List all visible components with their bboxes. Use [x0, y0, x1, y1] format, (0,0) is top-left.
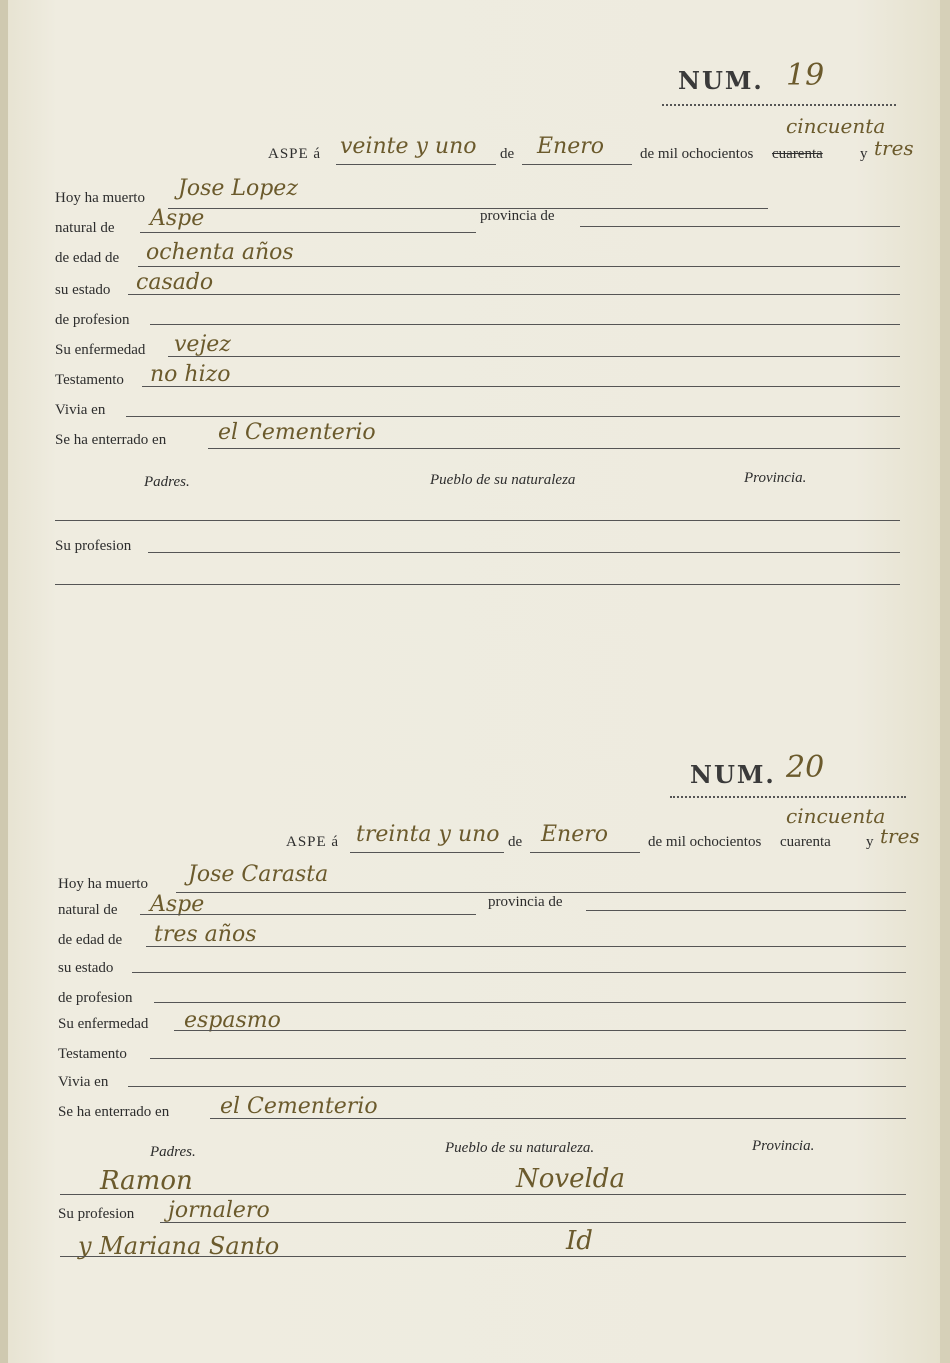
place-label: ASPE á: [268, 146, 322, 162]
parents-rule-1: [55, 520, 900, 521]
pueblo-label: Pueblo de su naturaleza: [430, 472, 576, 488]
profesion-label: Su profesion: [55, 538, 132, 554]
field-rule-lived-2: [128, 1086, 906, 1087]
field-rule-age-2: [146, 946, 906, 947]
field-rule-deceased: [168, 208, 768, 209]
num-label-2: NUM.: [690, 760, 776, 789]
field-value-illness: vejez: [174, 332, 231, 357]
field-label-natural: natural de: [55, 220, 115, 236]
field-label-age: de edad de: [55, 250, 120, 266]
field-value-illness-2: espasmo: [184, 1008, 281, 1033]
year-prefix: de mil ochocientos: [640, 146, 754, 162]
provincia-rule-2: [586, 910, 906, 911]
mother-name: y Mariana Santo: [78, 1232, 280, 1260]
provincia-label: provincia de: [480, 208, 555, 224]
provincia-rule: [580, 226, 900, 227]
parents-label-2: Padres.: [150, 1144, 196, 1160]
profesion-label-2: Su profesion: [58, 1206, 135, 1222]
field-rule-testament: [142, 386, 900, 387]
parents-rule-3-2: [60, 1256, 906, 1257]
father-name: Ramon: [100, 1166, 193, 1196]
page-edge-left: [0, 0, 8, 1363]
bleed-through: [640, 150, 645, 522]
field-label-lived: Vivia en: [55, 402, 106, 418]
field-rule-testament-2: [150, 1058, 906, 1059]
year-y: y: [860, 146, 868, 162]
field-label-testament: Testamento: [55, 372, 124, 388]
field-value-testament: no hizo: [150, 362, 231, 387]
month-value: Enero: [537, 134, 605, 159]
field-value-buried: el Cementerio: [218, 420, 376, 445]
year-unit-2: tres: [880, 824, 920, 848]
day-rule: [336, 164, 496, 165]
num-value: 19: [786, 58, 825, 93]
year-unit: tres: [874, 136, 914, 160]
field-value-age: ochenta años: [146, 240, 294, 265]
parents-rule-2: [148, 552, 900, 553]
field-rule-deceased-2: [176, 892, 906, 893]
field-label-illness: Su enfermedad: [55, 342, 146, 358]
field-value-buried-2: el Cementerio: [220, 1094, 378, 1119]
field-label-buried-2: Se ha enterrado en: [58, 1104, 170, 1120]
num-underline: [662, 104, 896, 106]
field-label-illness-2: Su enfermedad: [58, 1016, 149, 1032]
pueblo-label-2: Pueblo de su naturaleza.: [445, 1140, 595, 1156]
parents-rule-2-2: [160, 1222, 906, 1223]
field-label-deceased: Hoy ha muerto: [55, 190, 145, 206]
field-label-buried: Se ha enterrado en: [55, 432, 167, 448]
year-over: cincuenta: [786, 114, 886, 138]
de-label: de: [500, 146, 515, 162]
field-rule-natural-2: [140, 914, 476, 915]
month-rule: [522, 164, 632, 165]
field-rule-status: [128, 294, 900, 295]
year-over-2: cincuenta: [786, 804, 886, 828]
field-label-age-2: de edad de: [58, 932, 123, 948]
year-y-2: y: [866, 834, 874, 850]
field-label-status-2: su estado: [58, 960, 114, 976]
parents-rule-3: [55, 584, 900, 585]
field-rule-profession: [150, 324, 900, 325]
field-rule-natural: [140, 232, 476, 233]
day-value-2: treinta y uno: [356, 822, 500, 847]
year-struck: cuarenta: [772, 146, 823, 162]
field-rule-status-2: [132, 972, 906, 973]
field-value-deceased-2: Jose Carasta: [188, 862, 329, 887]
field-label-lived-2: Vivia en: [58, 1074, 109, 1090]
num-underline-2: [670, 796, 906, 798]
day-rule-2: [350, 852, 504, 853]
father-town: Novelda: [516, 1164, 625, 1194]
page-edge-right: [940, 0, 950, 1363]
field-label-profession: de profesion: [55, 312, 130, 328]
field-rule-age: [138, 266, 900, 267]
field-value-natural-2: Aspe: [150, 892, 205, 917]
parents-rule-1-2: [60, 1194, 906, 1195]
field-value-age-2: tres años: [154, 922, 257, 947]
year-prefix-2: de mil ochocientos: [648, 834, 762, 850]
field-value-deceased: Jose Lopez: [178, 176, 298, 201]
field-value-status: casado: [136, 270, 214, 295]
provincia-col-label: Provincia.: [744, 470, 807, 486]
month-value-2: Enero: [541, 822, 609, 847]
field-label-status: su estado: [55, 282, 111, 298]
field-label-profession-2: de profesion: [58, 990, 133, 1006]
num-label: NUM.: [678, 66, 764, 95]
field-label-natural-2: natural de: [58, 902, 118, 918]
field-rule-profession-2: [154, 1002, 906, 1003]
parents-label: Padres.: [144, 474, 190, 490]
field-rule-buried: [208, 448, 900, 449]
place-label-2: ASPE á: [286, 834, 340, 850]
field-rule-lived: [126, 416, 900, 417]
month-rule-2: [530, 852, 640, 853]
field-rule-buried-2: [210, 1118, 906, 1119]
provincia-label-2: provincia de: [488, 894, 563, 910]
num-value-2: 20: [786, 750, 825, 785]
provincia-col-label-2: Provincia.: [752, 1138, 815, 1154]
year-struck-2: cuarenta: [780, 834, 831, 850]
mother-town: Id: [566, 1226, 593, 1256]
field-value-natural: Aspe: [150, 206, 205, 231]
day-value: veinte y uno: [340, 134, 477, 159]
de-label-2: de: [508, 834, 523, 850]
field-rule-illness-2: [174, 1030, 906, 1031]
father-profession: jornalero: [168, 1198, 270, 1223]
field-label-testament-2: Testamento: [58, 1046, 127, 1062]
field-label-deceased-2: Hoy ha muerto: [58, 876, 148, 892]
field-rule-illness: [168, 356, 900, 357]
